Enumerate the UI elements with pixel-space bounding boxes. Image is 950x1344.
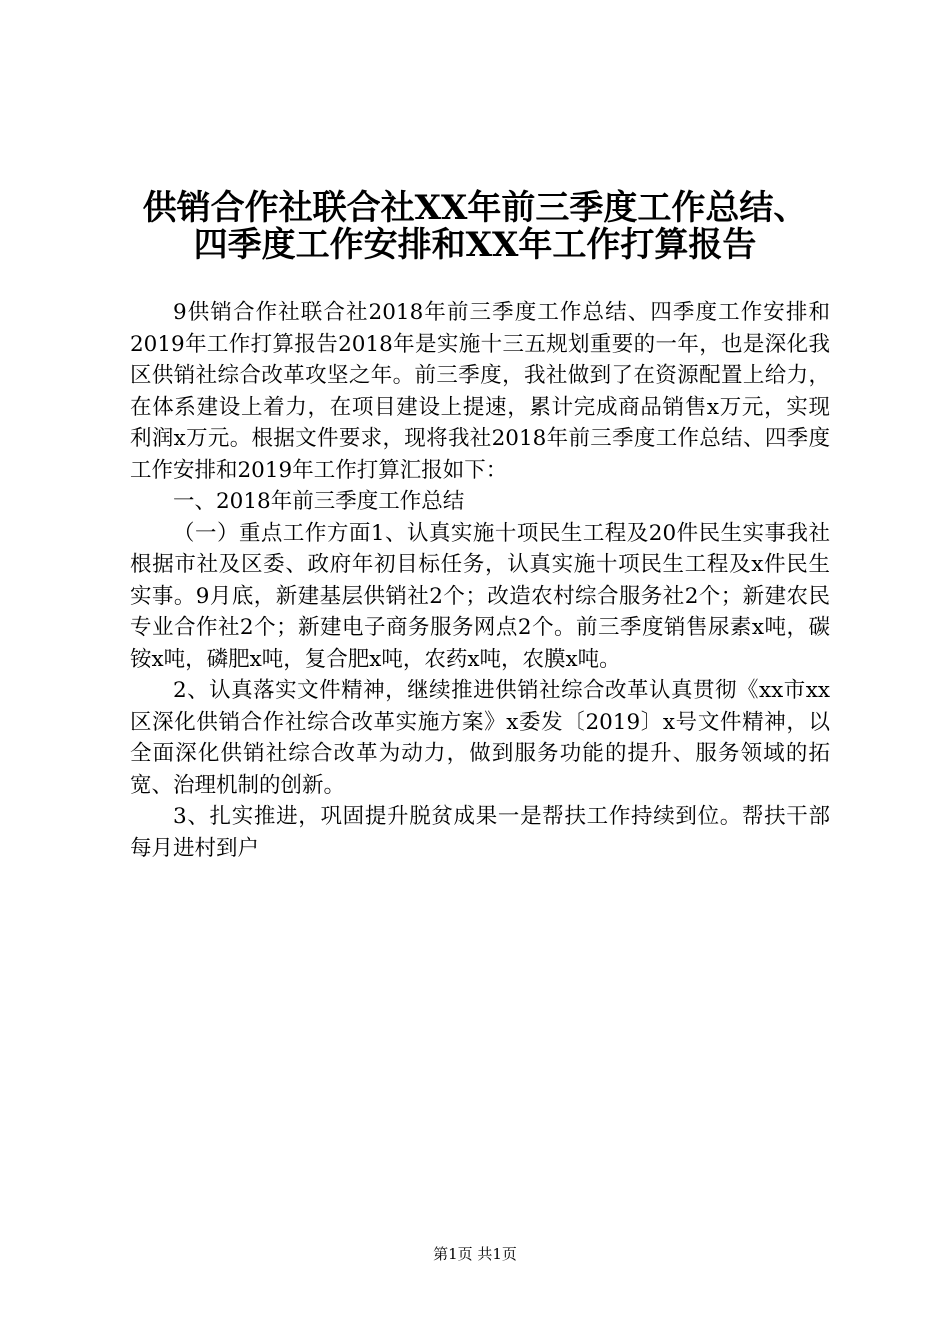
paragraph-poverty-alleviation: 3、扎实推进，巩固提升脱贫成果一是帮扶工作持续到位。帮扶干部每月进村到户 bbox=[130, 804, 830, 861]
document-title-line-1: 供销合作社联合社XX年前三季度工作总结、 bbox=[142, 188, 808, 228]
paragraph-key-work: （一）重点工作方面1、认真实施十项民生工程及20件民生实事我社根据市社及区委、政府年初目标任务，认真实施十项民生工程及x件民生实事。9月底，新建基层供销社2个；改造农村综合服务社2个；新建农民专业合作社2个；新建电子商务服务网点2个。前三季度销售尿素x吨，碳铵x吨，磷肥x吨，复合肥x吨，农药x吨，农膜x吨。 bbox=[130, 520, 830, 672]
document-title-line-2: 四季度工作安排和XX年工作打算报告 bbox=[193, 225, 757, 265]
page-number-footer: 第1页 共1页 bbox=[433, 1245, 517, 1263]
section-heading: 一、2018年前三季度工作总结 bbox=[173, 489, 465, 514]
document-body bbox=[130, 297, 830, 864]
paragraph-intro: 9供销合作社联合社2018年前三季度工作总结、四季度工作安排和2019年工作打算报告2018年是实施十三五规划重要的一年，也是深化我区供销社综合改革攻坚之年。前三季度，我社做到了在资源配置上给力，在体系建设上着力，在项目建设上提速，累计完成商品销售x万元，实现利润x万元。根据文件要求，现将我社2018年前三季度工作总结、四季度工作安排和2019年工作打算汇报如下： bbox=[130, 300, 830, 483]
paragraph-reform: 2、认真落实文件精神，继续推进供销社综合改革认真贯彻《xx市xx区深化供销合作社综合改革实施方案》x委发〔2019〕x号文件精神，以全面深化供销社综合改革为动力，做到服务功能的提升、服务领域的拓宽、治理机制的创新。 bbox=[130, 678, 830, 798]
